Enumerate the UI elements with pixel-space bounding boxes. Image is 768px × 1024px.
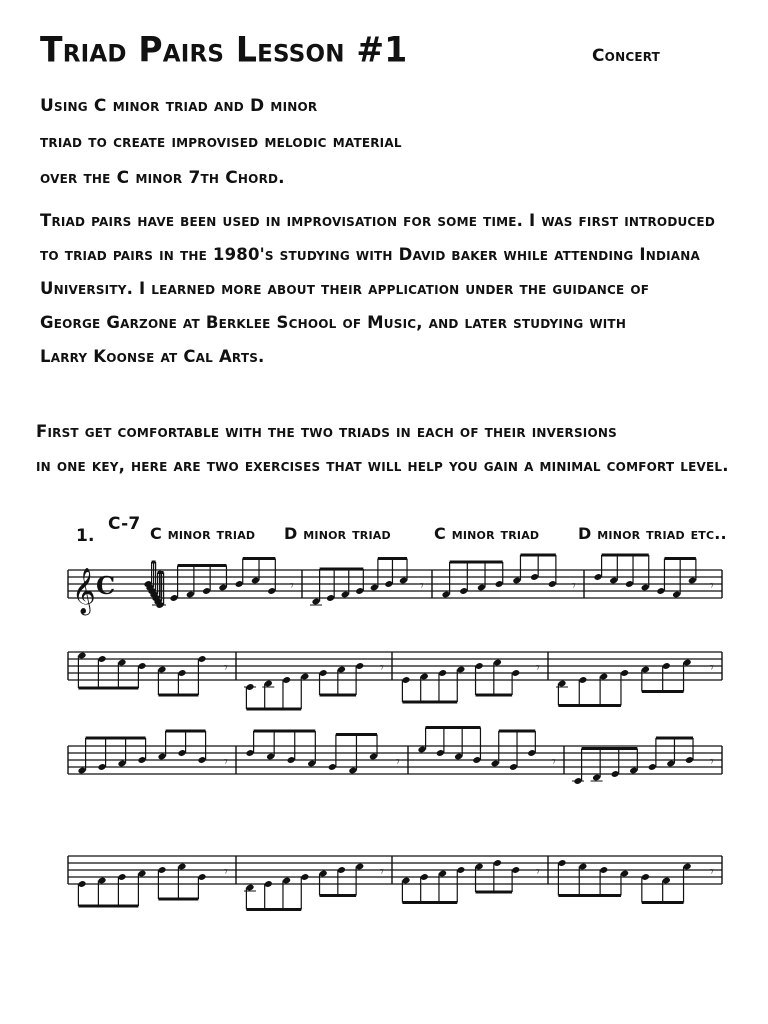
paragraph-line: Triad pairs have been used in improvisation for some time. I was first introduced	[40, 211, 715, 230]
eighth-rest-icon: 𝄾	[552, 754, 556, 770]
page-title: Triad Pairs Lesson #1	[40, 29, 408, 70]
eighth-rest-icon: 𝄾	[396, 754, 400, 770]
treble-clef-icon: 𝄞	[72, 568, 96, 614]
eighth-rest-icon: 𝄾	[290, 578, 294, 594]
eighth-rest-icon: 𝄾	[572, 578, 576, 594]
eighth-rest-icon: 𝄾	[536, 660, 540, 676]
paragraph-line: to triad pairs in the 1980's studying with David baker while attending Indiana	[40, 245, 700, 264]
eighth-rest-icon: 𝄾	[148, 578, 152, 594]
instruction-line: First get comfortable with the two triads in each of their inversions	[36, 422, 617, 441]
intro-line: over the C minor 7th Chord.	[40, 168, 285, 188]
eighth-rest-icon: 𝄾	[710, 578, 714, 594]
intro-line: Using C minor triad and D minor	[40, 96, 318, 116]
common-time-icon: C	[96, 571, 116, 600]
eighth-rest-icon: 𝄾	[710, 754, 714, 770]
eighth-rest-icon: 𝄾	[224, 660, 228, 676]
triad-label: D minor triad	[284, 524, 391, 543]
instruction-line: in one key, here are two exercises that will help you gain a minimal comfort level.	[36, 456, 729, 475]
exercise-number: 1.	[76, 526, 95, 546]
chord-symbol: C-7	[108, 514, 141, 534]
eighth-rest-icon: 𝄾	[224, 754, 228, 770]
triad-label: D minor triad etc..	[578, 524, 727, 543]
eighth-rest-icon: 𝄾	[224, 864, 228, 880]
triad-label: C minor triad	[150, 524, 256, 543]
eighth-rest-icon: 𝄾	[536, 864, 540, 880]
paragraph-line: George Garzone at Berklee School of Music, and later studying with	[40, 313, 627, 332]
concert-label: Concert	[592, 46, 661, 66]
triad-label: C minor triad	[434, 524, 540, 543]
eighth-rest-icon: 𝄾	[420, 578, 424, 594]
eighth-rest-icon: 𝄾	[710, 660, 714, 676]
eighth-rest-icon: 𝄾	[380, 864, 384, 880]
eighth-rest-icon: 𝄾	[710, 864, 714, 880]
paragraph-line: University. I learned more about their application under the guidance of	[40, 279, 650, 298]
paragraph-line: Larry Koonse at Cal Arts.	[40, 347, 265, 366]
eighth-rest-icon: 𝄾	[380, 660, 384, 676]
intro-line: triad to create improvised melodic material	[40, 132, 402, 152]
